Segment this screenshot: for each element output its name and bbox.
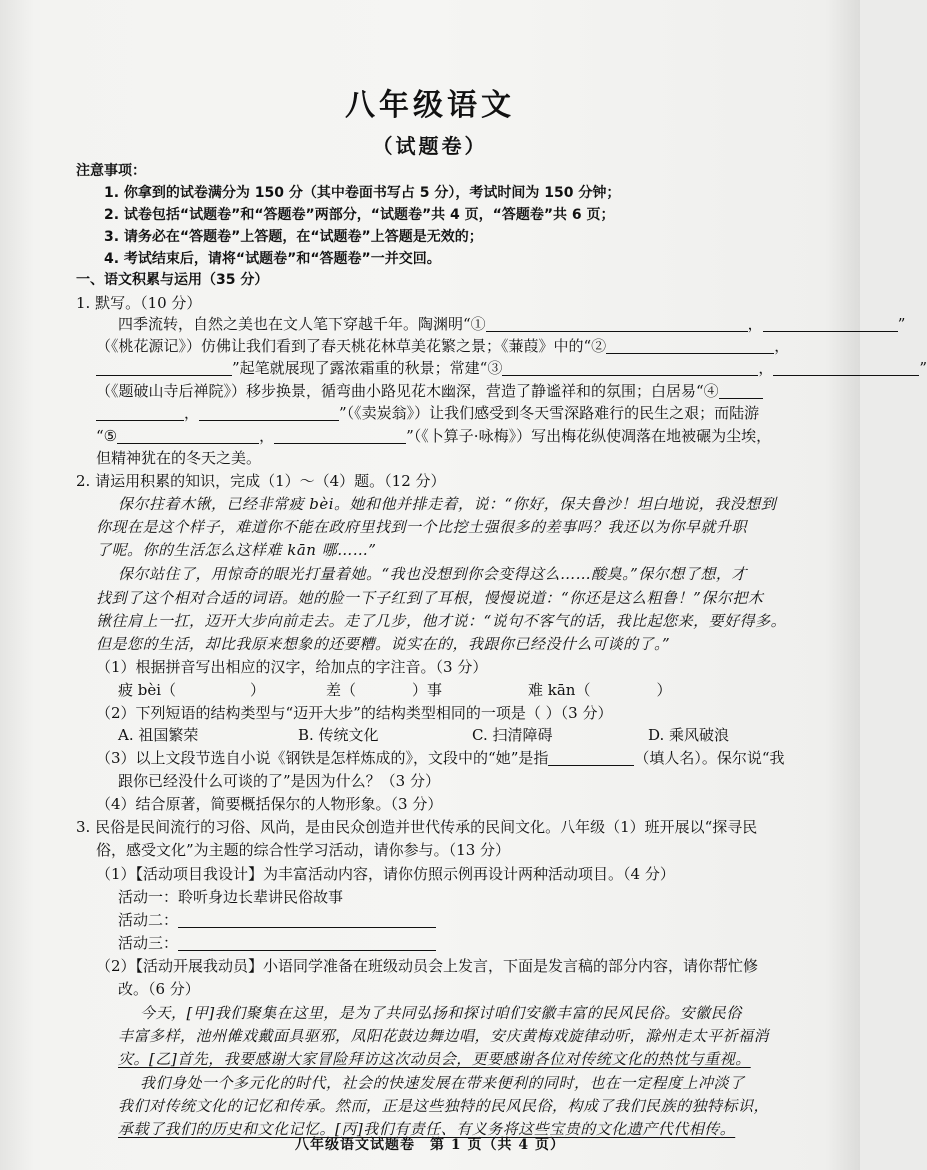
answer-blank[interactable] [548, 750, 634, 766]
page-subtitle: （试题卷） [372, 134, 488, 158]
question-1-line: 但精神犹在的冬天之美。 [96, 449, 262, 467]
pinyin-item-2: 差（ ）事 [326, 681, 443, 699]
answer-blank[interactable] [274, 428, 406, 444]
passage-line: 但是您的生活，却比我原来想象的还要糟。说实在的，我跟你已经没什么可谈的了。” [96, 635, 671, 653]
passage-line: 保尔站住了，用惊奇的眼光打量着她。“我也没想到你会变得这么……酸臭。”保尔想了想，才 [118, 565, 747, 583]
notes-item: 4. 考试结束后，请将“试题卷”和“答题卷”一并交回。 [104, 251, 441, 267]
passage-line: 锹往肩上一扛，迈开大步向前走去。走了几步，他才说：“说句不客气的话，我比起您来，要好得多。 [96, 612, 787, 630]
answer-blank[interactable] [199, 405, 339, 421]
sub-question-2-cont: 改。（6 分） [118, 980, 200, 998]
sub-question-2: （2）下列短语的结构类型与“迈开大步”的结构类型相同的一项是（ ）（3 分） [96, 704, 613, 722]
pinyin-item-3: 难 kān（ ） [528, 681, 672, 699]
sub-question-2: （2）【活动开展我动员】小语同学准备在班级动员会上发言，下面是发言稿的部分内容，请你帮忙修 [96, 957, 759, 975]
sub-question-4: （4）结合原著，简要概括保尔的人物形象。（3 分） [96, 795, 443, 813]
passage-line: 保尔拄着木锹，已经非常疲 bèi。她和他并排走着，说：“你好，保夫鲁沙！坦白地说，我没想到 [118, 495, 777, 513]
question-1-line: （《桃花源记》）仿佛让我们看到了春天桃花林草美花繁之景；《蒹葭》中的“② ， [96, 337, 790, 355]
question-1-line: ”起笔就展现了露浓霜重的秋景；常建“③ ， ” [96, 357, 927, 379]
speech-line: 承载了我们的历史和文化记忆。[丙]我们有责任、有义务将这些宝贵的文化遗产代代相传。 [118, 1120, 736, 1138]
answer-blank[interactable] [773, 360, 919, 376]
question-1-line: ， ”（《卖炭翁》）让我们感受到冬天雪深路难行的民生之艰；而陆游 [96, 402, 759, 424]
answer-blank[interactable] [719, 383, 763, 399]
sub-question-1: （1）【活动项目我设计】为丰富活动内容，请你仿照示例再设计两种活动项目。（4 分） [96, 865, 675, 883]
page-footer: 八年级语文试题卷 第 1 页（共 4 页） [295, 1137, 565, 1153]
section-heading: 一、语文积累与运用（35 分） [76, 272, 269, 288]
option-a[interactable]: A. 祖国繁荣 [118, 726, 199, 744]
question-2-title: 2. 请运用积累的知识，完成（1）～（4）题。（12 分） [76, 472, 446, 490]
sub-question-3-cont: 跟你已经没什么可谈的了”是因为什么？（3 分） [118, 772, 440, 790]
answer-blank[interactable] [96, 360, 232, 376]
notes-item: 3. 请务必在“答题卷”上答题，在“试题卷”上答题是无效的； [104, 229, 483, 245]
notes-item: 2. 试卷包括“试题卷”和“答题卷”两部分，“试题卷”共 4 页，“答题卷”共 6 页； [104, 207, 615, 223]
question-1-title: 1. 默写。（10 分） [76, 294, 202, 312]
option-b[interactable]: B. 传统文化 [298, 726, 379, 744]
question-1-line: 四季流转，自然之美也在文人笔下穿越千年。陶渊明“① ， ” [118, 315, 906, 333]
answer-blank[interactable] [502, 360, 758, 376]
question-3-line: 俗，感受文化”为主题的综合性学习活动，请你参与。（13 分） [96, 841, 511, 859]
option-c[interactable]: C. 扫清障碍 [472, 726, 553, 744]
passage-line: 你现在是这个样子，难道你不能在政府里找到一个比挖土强很多的差事吗？我还以为你早就升职 [96, 518, 748, 536]
speech-line: 灾。[乙]首先，我要感谢大家冒险拜访这次动员会，更要感谢各位对传统文化的热忱与重视。 [118, 1050, 751, 1068]
passage-line: 找到了这个相对合适的词语。她的脸一下子红到了耳根，慢慢说道：“你还是这么粗鲁！”保尔把木 [96, 589, 764, 607]
question-3-line: 3. 民俗是民间流行的习俗、风尚，是由民众创造并世代传承的民间文化。八年级（1）班开展以“探寻民 [76, 818, 758, 836]
activity-3: 活动三： [118, 932, 436, 954]
sub-question-3: （3）以上文段节选自小说《钢铁是怎样炼成的》，文段中的“她”是指 （填人名）。保尔说“我 [96, 749, 785, 767]
speech-line: 今天，[甲]我们聚集在这里，是为了共同弘扬和探讨咱们安徽丰富的民风民俗。安徽民俗 [140, 1004, 742, 1022]
activity-2: 活动二： [118, 909, 436, 931]
question-1-line: （《题破山寺后禅院》）移步换景，循弯曲小路见花木幽深，营造了静谧祥和的氛围；白居易“④ [96, 380, 763, 402]
notes-item: 1. 你拿到的试卷满分为 150 分（其中卷面书写占 5 分），考试时间为 150 分钟； [104, 185, 621, 201]
question-1-line: “⑤ ， ”（《卜算子·咏梅》）写出梅花纵使凋落在地被碾为尘埃， [96, 427, 772, 445]
option-d[interactable]: D. 乘风破浪 [648, 726, 730, 744]
pinyin-item-1: 疲 bèi（ ） [118, 681, 266, 699]
answer-blank[interactable] [96, 405, 184, 421]
answer-blank[interactable] [178, 935, 436, 951]
speech-line: 我们身处一个多元化的时代，社会的快速发展在带来便利的同时，也在一定程度上冲淡了 [140, 1074, 745, 1092]
page-title: 八年级语文 [345, 88, 515, 123]
answer-blank[interactable] [486, 316, 748, 332]
passage-line: 了呢。你的生活怎么这样难 kān 哪……” [96, 541, 377, 559]
notes-heading: 注意事项： [76, 163, 146, 179]
answer-blank[interactable] [178, 912, 436, 928]
speech-line: 丰富多样，池州傩戏戴面具驱邪，凤阳花鼓边舞边唱，安庆黄梅戏旋律动听，滁州走太平祈福消 [118, 1027, 770, 1045]
activity-example: 活动一：聆听身边长辈讲民俗故事 [118, 888, 344, 906]
speech-line: 我们对传统文化的记忆和传承。然而，正是这些独特的民风民俗，构成了我们民族的独特标识， [118, 1097, 770, 1115]
answer-blank[interactable] [117, 428, 259, 444]
sub-question-1: （1）根据拼音写出相应的汉字，给加点的字注音。（3 分） [96, 658, 488, 676]
answer-blank[interactable] [763, 316, 898, 332]
answer-blank[interactable] [606, 338, 774, 354]
